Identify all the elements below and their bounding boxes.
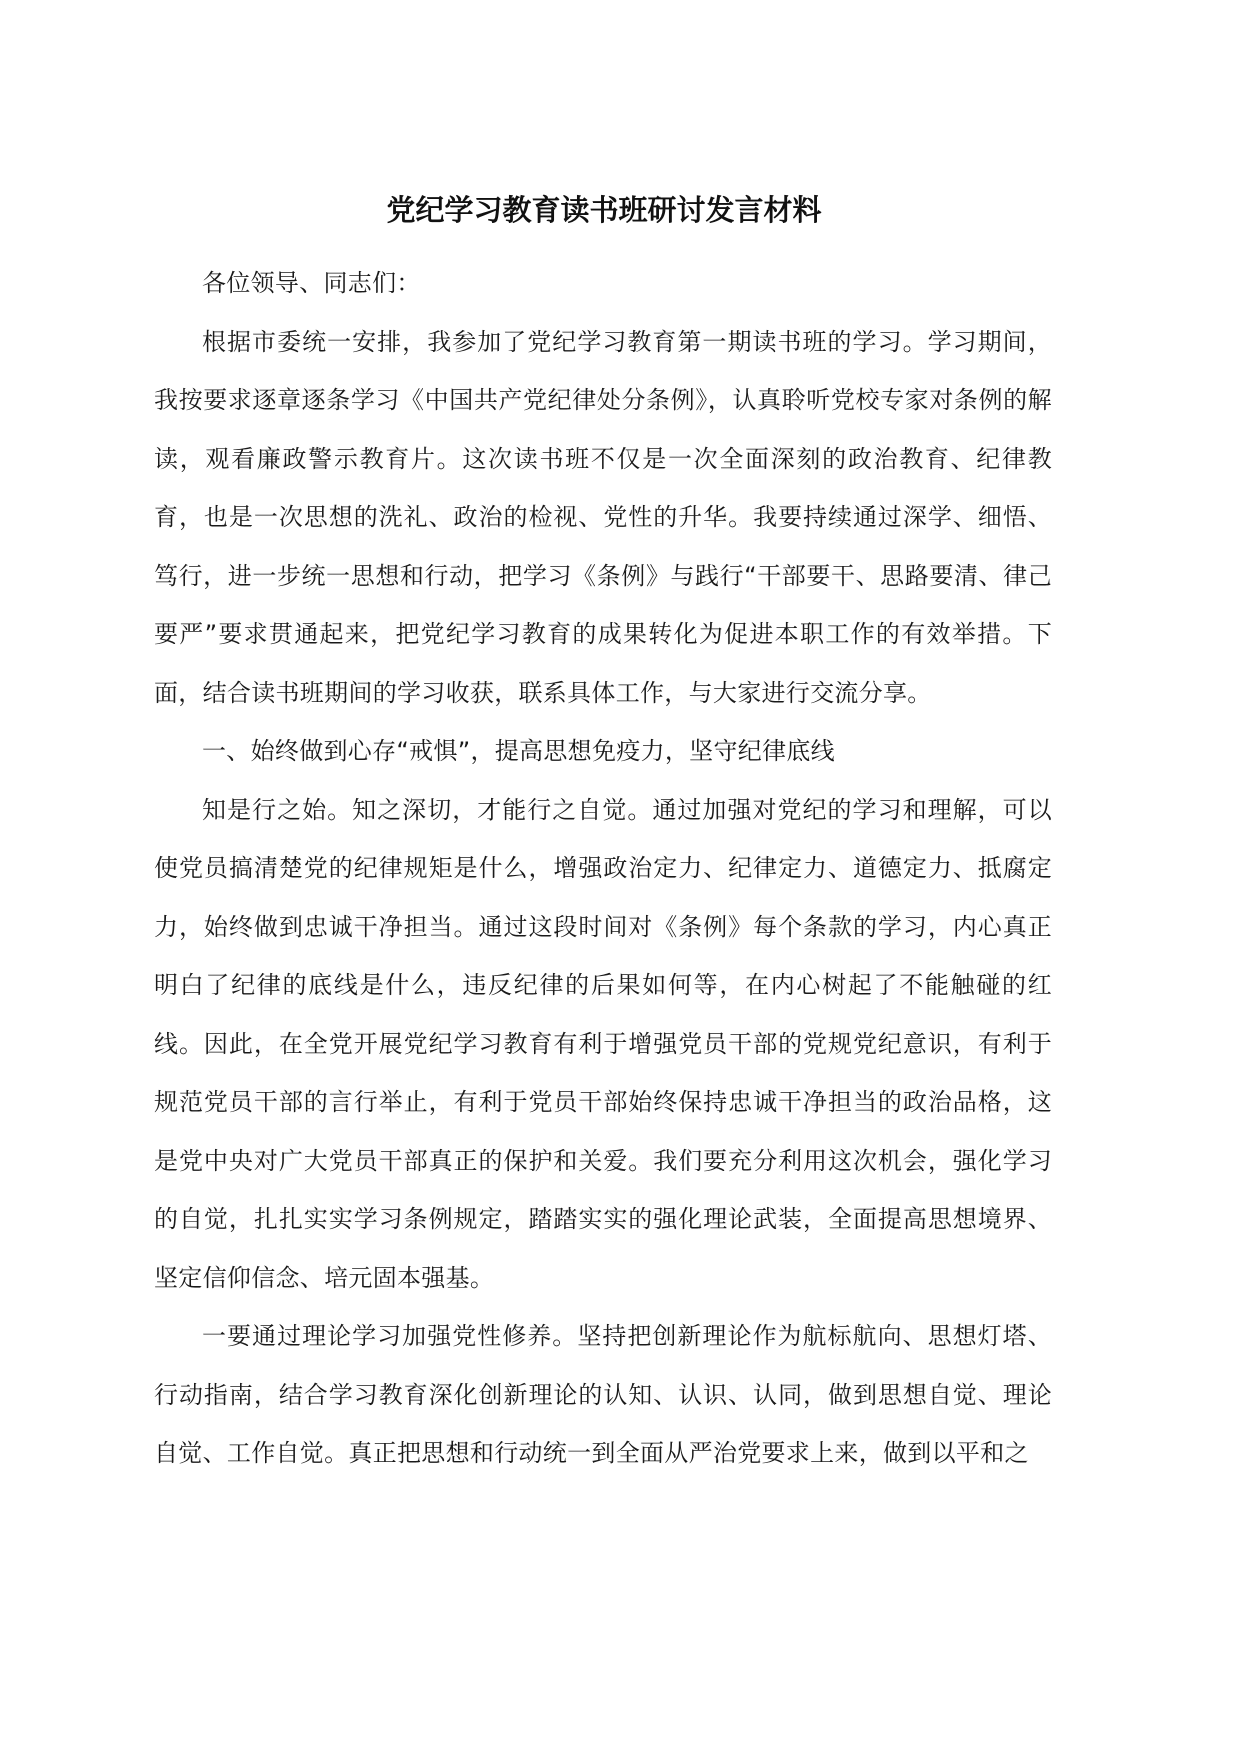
document-title: 党纪学习教育读书班研讨发言材料 — [386, 193, 822, 227]
section-heading-1: 一、始终做到心存“戒惧”，提高思想免疫力，坚守纪律底线 — [202, 737, 835, 765]
document-body — [154, 254, 1052, 1483]
intro-paragraph: 根据市委统一安排，我参加了党纪学习教育第一期读书班的学习。学习期间，我按要求逐章逐条学习《中国共产党纪律处分条例》，认真聆听党校专家对条例的解读，观看廉政警示教育片。这次读书班不仅是一次全面深刻的政治教育、纪律教育，也是一次思想的洗礼、政治的检视、党性的升华。我要持续通过深学、细悟、笃行，进一步统一思想和行动，把学习《条例》与践行“干部要干、思路要清、律己要严”要求贯通起来，把党纪学习教育的成果转化为促进本职工作的有效举措。下面，结合读书班期间的学习收获，联系具体工作，与大家进行交流分享。 — [154, 327, 1052, 707]
body-paragraph: 一要通过理论学习加强党性修养。坚持把创新理论作为航标航向、思想灯塔、行动指南，结合学习教育深化创新理论的认知、认识、认同，做到思想自觉、理论自觉、工作自觉。真正把思想和行动统一到全面从严治党要求上来，做到以平和之 — [154, 1322, 1052, 1467]
body-paragraph: 知是行之始。知之深切，才能行之自觉。通过加强对党纪的学习和理解，可以使党员搞清楚党的纪律规矩是什么，增强政治定力、纪律定力、道德定力、抵腐定力，始终做到忠诚干净担当。通过这段时间对《条例》每个条款的学习，内心真正明白了纪律的底线是什么，违反纪律的后果如何等，在内心树起了不能触碰的红线。因此，在全党开展党纪学习教育有利于增强党员干部的党规党纪意识，有利于规范党员干部的言行举止，有利于党员干部始终保持忠诚干净担当的政治品格，这是党中央对广大党员干部真正的保护和关爱。我们要充分利用这次机会，强化学习的自觉，扎扎实实学习条例规定，踏踏实实的强化理论武装，全面提高思想境界、坚定信仰信念、培元固本强基。 — [154, 795, 1052, 1292]
salutation-paragraph: 各位领导、同志们： — [202, 269, 421, 297]
